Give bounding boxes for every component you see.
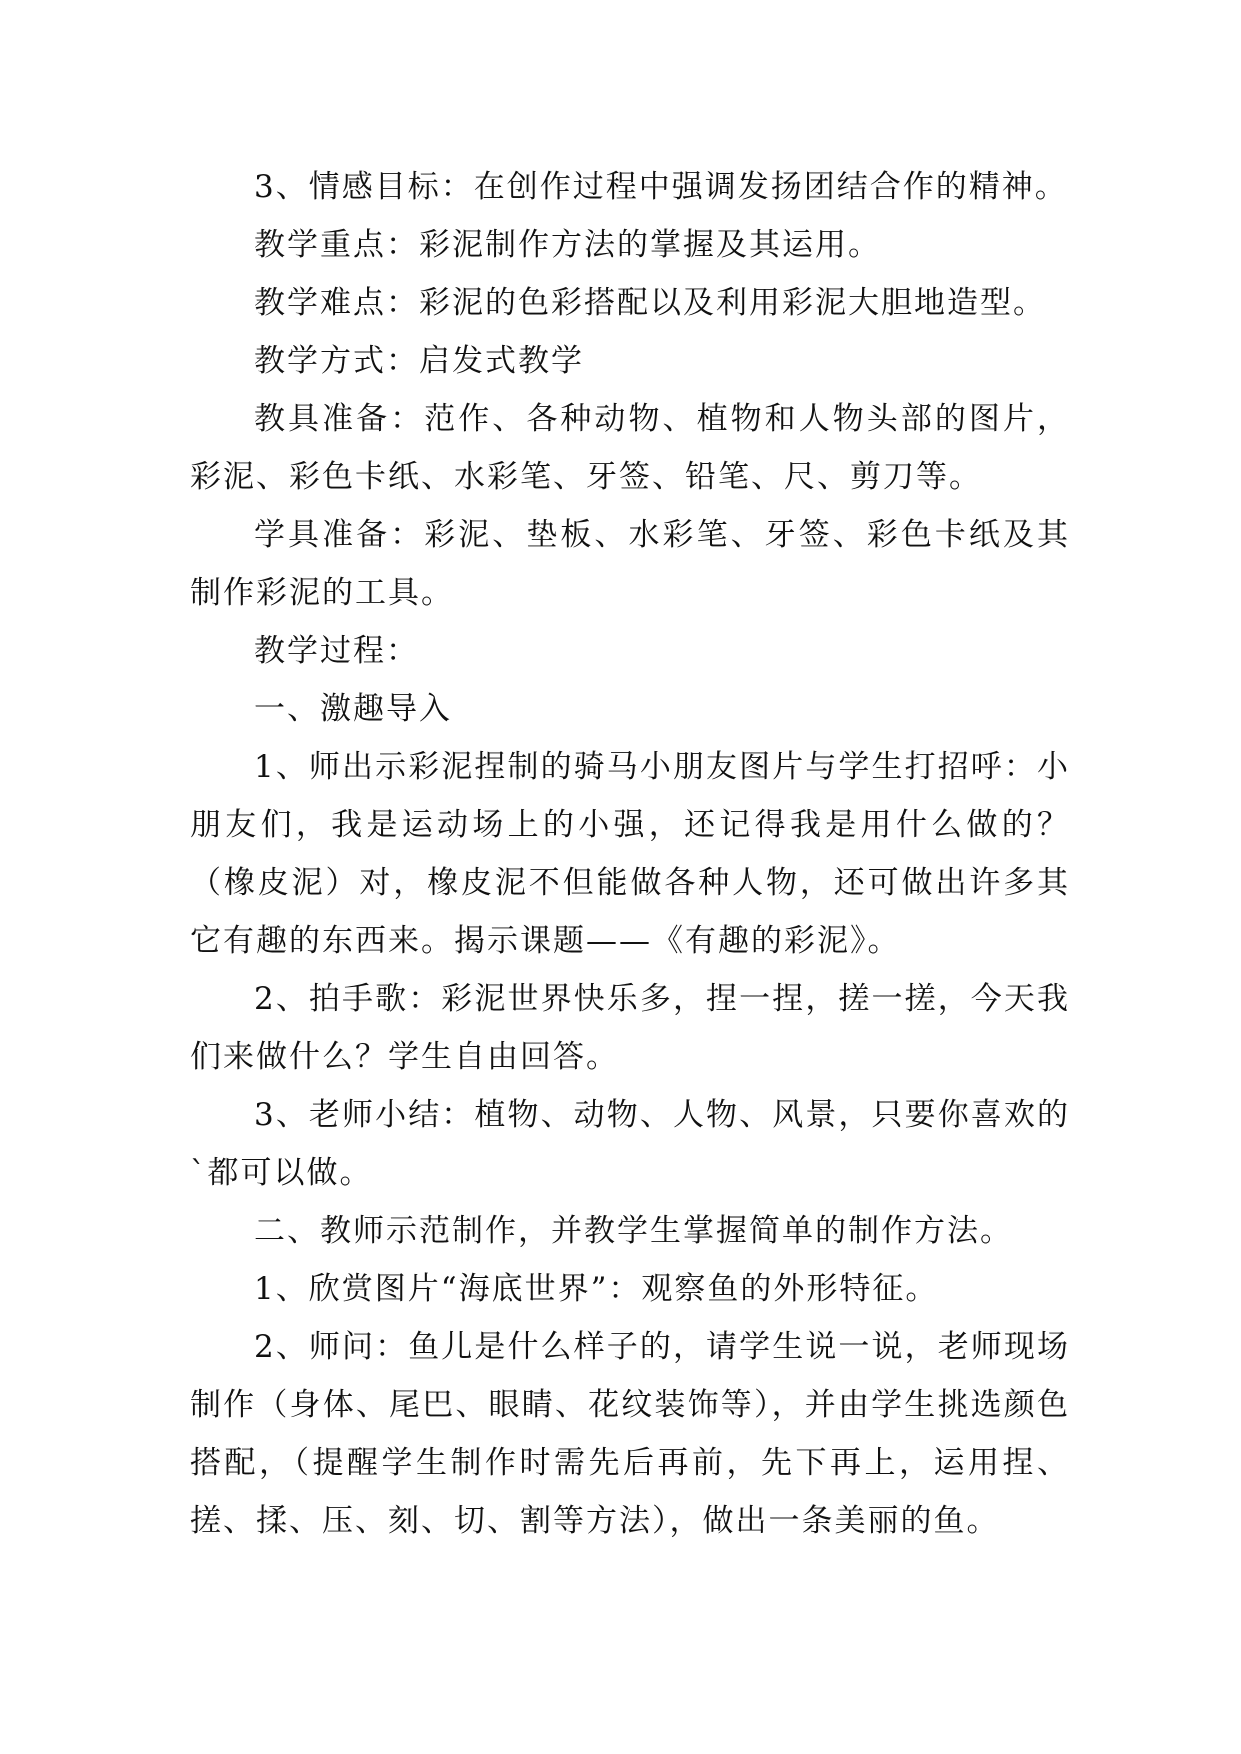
paragraph-student-materials: 学具准备：彩泥、垫板、水彩笔、牙签、彩色卡纸及其制作彩泥的工具。 [190,517,1070,611]
document-body [190,158,1070,1550]
paragraph-teaching-difficulty: 教学难点：彩泥的色彩搭配以及利用彩泥大胆地造型。 [254,285,1046,321]
paragraph-section-two-heading: 二、教师示范制作，并教学生掌握简单的制作方法。 [254,1213,1013,1249]
paragraph-teaching-method: 教学方式：启发式教学 [254,343,584,379]
paragraph-teacher-materials: 教具准备：范作、各种动物、植物和人物头部的图片，彩泥、彩色卡纸、水彩笔、牙签、铅笔、尺、剪刀等。 [190,401,1070,495]
paragraph-appreciate-picture: 1、欣赏图片“海底世界”：观察鱼的外形特征。 [254,1271,939,1307]
paragraph-teaching-process-heading: 教学过程： [254,633,419,669]
paragraph-teacher-question: 2、师问：鱼儿是什么样子的，请学生说一说，老师现场制作（身体、尾巴、眼睛、花纹装饰等），并由学生挑选颜色搭配，（提醒学生制作时需先后再前，先下再上，运用捏、搓、揉、压、刻、切、割等方法），做出一条美丽的鱼。 [190,1329,1070,1539]
paragraph-step-one: 1、师出示彩泥捏制的骑马小朋友图片与学生打招呼：小朋友们，我是运动场上的小强，还记得我是用什么做的？（橡皮泥）对，橡皮泥不但能做各种人物，还可做出许多其它有趣的东西来。揭示课题——《有趣的彩泥》。 [190,749,1070,959]
paragraph-step-three: 3、老师小结：植物、动物、人物、风景，只要你喜欢的`都可以做。 [190,1097,1070,1191]
paragraph-emotional-goal: 3、情感目标：在创作过程中强调发扬团结合作的精神。 [254,169,1068,205]
paragraph-step-two: 2、拍手歌：彩泥世界快乐多，捏一捏，搓一搓，今天我们来做什么？学生自由回答。 [190,981,1070,1075]
paragraph-section-one-heading: 一、激趣导入 [254,691,452,727]
paragraph-teaching-focus: 教学重点：彩泥制作方法的掌握及其运用。 [254,227,881,263]
